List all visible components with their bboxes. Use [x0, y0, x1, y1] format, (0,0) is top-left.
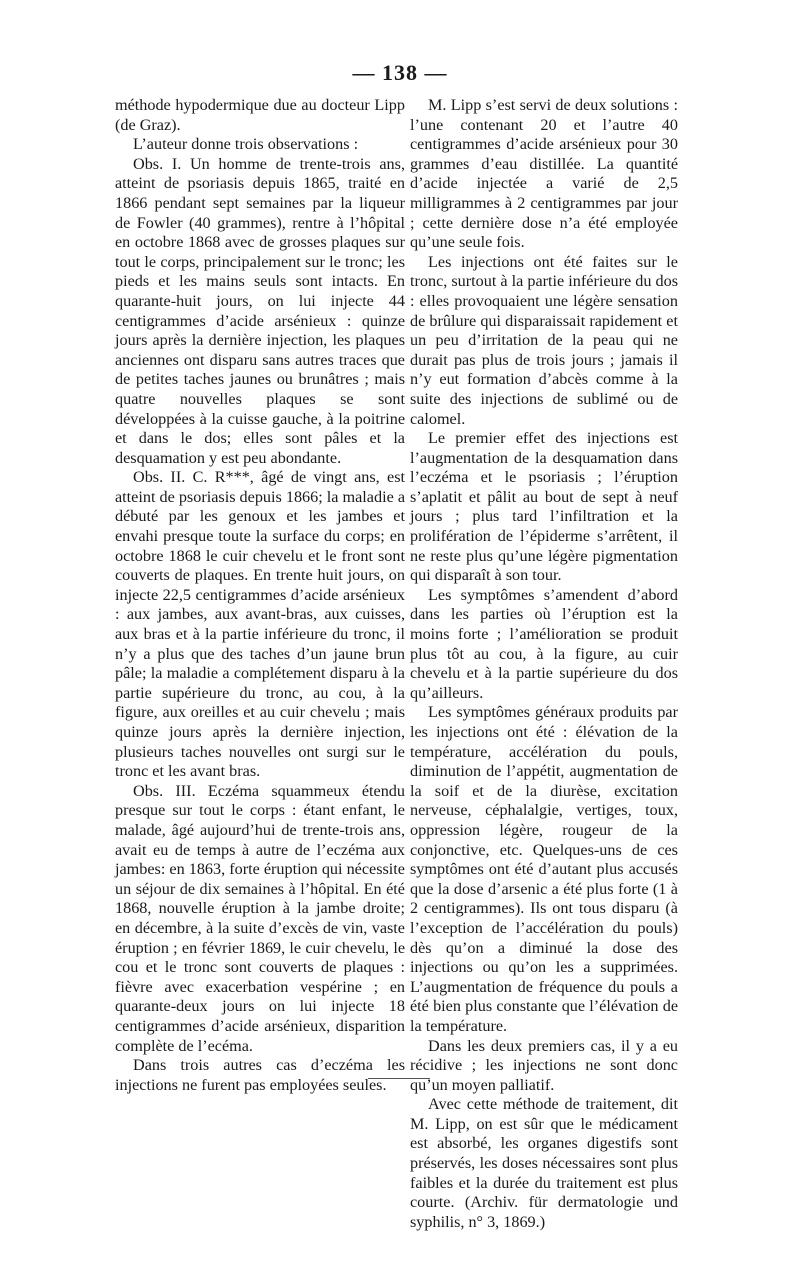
paragraph: Dans les deux premiers cas, il y a eu récidive ; les injections ne sont donc qu’un moyen palliatif. — [410, 1036, 678, 1094]
paragraph: Les symptômes généraux produits par les injections ont été : élévation de la température, accélération du pouls, diminution de l’appétit, augmentation de la soif et de la diurèse, excitation nerveuse, céphalalgie, vertiges, toux, oppression légère, rougeur de la conjonctive, etc. Quelques-uns de ces symptômes ont été d’autant plus accusés que la dose d’arsenic a été plus forte (1 à 2 centigrammes). Ils ont tous disparu (à l’exception de l’accélération du pouls) dès qu’on a diminué la dose des injections ou qu’on les a supprimées. L’augmentation de fréquence du pouls a été bien plus constante que l’élévation de la température. — [410, 703, 678, 1035]
paragraph: Les symptômes s’amendent d’abord dans les parties où l’éruption est la moins forte ; l’amélioration se produit plus tôt au cou, à la figure, au cuir chevelu et à la partie supérieure du dos qu’ailleurs. — [410, 585, 678, 702]
paragraph: Dans trois autres cas d’eczéma les injections ne furent pas employées seules. — [115, 1056, 405, 1094]
page-number: — 138 — — [352, 60, 448, 85]
paragraph: Le premier effet des injections est l’augmentation de la desquamation dans l’eczéma et le psoriasis ; l’éruption s’aplatit et pâlit au bout de sept à neuf jours ; plus tard l’infiltration et la prolifération de l’épiderme s’arrêtent, il ne reste plus qu’une légère pigmentation qui disparaît à son tour. — [410, 429, 678, 585]
paragraph: Obs. III. Eczéma squammeux étendu presque sur tout le corps : étant enfant, le malade, âgé aujourd’hui de trente-trois ans, avait eu de temps à autre de l’eczéma aux jambes: en 1863, forte éruption qui nécessite un séjour de dix semaines à l’hôpital. En été 1868, nouvelle éruption à la jambe droite; en décembre, à la suite d’excès de vin, vaste éruption ; en février 1869, le cuir chevelu, le cou et le tronc sont couverts de plaques : fièvre avec exacerbation vespérine ; en quarante-deux jours on lui injecte 18 centigrammes d’acide arsénieux, disparition complète de l’ecéma. — [115, 781, 405, 1055]
paragraph: M. Lipp s’est servi de deux solutions : l’une contenant 20 et l’autre 40 centigrammes d’acide arsénieux pour 30 grammes d’eau distillée. La quantité d’acide injectée a varié de 2,5 milligrammes à 2 centigrammes par jour ; cette dernière dose n’a été employée qu’une seule fois. — [410, 96, 678, 252]
paragraph: L’auteur donne trois observations : — [133, 135, 359, 154]
paragraph: Obs. I. Un homme de trente-trois ans, atteint de psoriasis depuis 1865, traité en 1866 pendant sept semaines par la liqueur de Fowler (40 grammes), rentre à l’hôpital en octobre 1868 avec de grosses plaques sur tout le corps, principalement sur le tronc; les pieds et les mains seuls sont intacts. En quarante-huit jours, on lui injecte 44 centigrammes d’acide arsénieux : quinze jours après la dernière injection, les plaques anciennes ont disparu sans autres traces que de petites taches jaunes ou brunâtres ; mais quatre nouvelles plaques se sont développées à la cuisse gauche, à la poitrine et dans le dos; elles sont pâles et la desquamation y est peu abondante. — [115, 154, 405, 467]
paragraph: Avec cette méthode de traitement, dit M. Lipp, on est sûr que le médicament est absorbé, les organes digestifs sont préservés, les doses nécessaires sont plus faibles et la durée du traitement est plus courte. (Archiv. für dermatologie und syphilis, n° 3, 1869.) — [410, 1095, 678, 1231]
left-text-column — [115, 96, 405, 1095]
paragraph: méthode hypodermique due au docteur Lipp (de Graz). — [115, 96, 405, 134]
footer-rule — [368, 1078, 430, 1079]
paragraph: Obs. II. C. R***, âgé de vingt ans, est atteint de psoriasis depuis 1866; la maladie a débuté par les genoux et les jambes et envahi presque toute la surface du corps; en octobre 1868 le cuir chevelu et le front sont couverts de plaques. En trente huit jours, on injecte 22,5 centigrammes d’acide arsénieux : aux jambes, aux avant-bras, aux cuisses, aux bras et à la partie inférieure du tronc, il n’y a plus que des taches d’un jaune brun pâle; la maladie a complétement disparu à la partie supérieure du tronc, au cou, à la figure, aux oreilles et au cuir chevelu ; mais quinze jours après la dernière injection, plusieurs taches nouvelles ont surgi sur le tronc et les avant bras. — [115, 468, 405, 781]
paragraph: Les injections ont été faites sur le tronc, surtout à la partie inférieure du dos : elles provoquaient une légère sensation de brûlure qui disparaissait rapidement et un peu d’irritation de la peau qui ne durait pas plus de trois jours ; jamais il n’y eut formation d’abcès comme à la suite des injections de sublimé ou de calomel. — [410, 252, 678, 428]
right-text-column — [410, 96, 678, 1232]
